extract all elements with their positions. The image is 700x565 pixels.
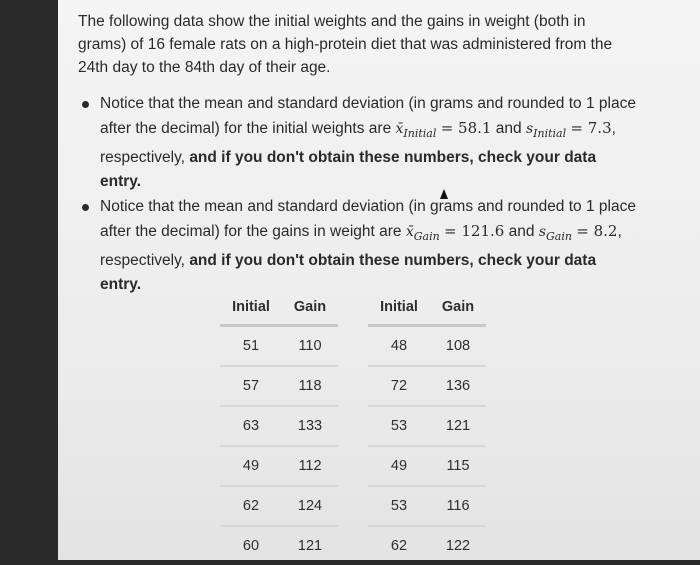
bullet-item-gain: Notice that the mean and standard deviation (in grams and rounded to 1 place after the decimal) for the gains in weight are $x̄_{Gain} = 121.6$ and $s_{Gain} = 8.2$, respectively, and if you don't obtain these numbers, check your data entry. [80,195,640,297]
bullet-lead: Notice that the mean and standard deviation (in grams and rounded to 1 place after the decimal) for the initial weights are [100,95,636,137]
cell-gain: 116 [430,486,486,526]
check-data-note: and if you don't obtain these numbers, check your data entry. [100,251,597,293]
cell-gain: 118 [282,366,338,406]
cell-initial: 57 [220,366,282,406]
bullet-lead: Notice that the mean and standard deviation (in grams and rounded to 1 place after the decimal) for the gains in weight are [100,197,636,240]
mouse-cursor-icon [440,189,448,199]
mean-gain-value: 121.6 [461,221,505,240]
table-row [368,526,486,565]
sd-initial-value: 7.3 [587,119,612,137]
table-row [220,446,338,486]
table-row [220,406,338,446]
table-row [368,486,486,526]
cell-gain: 121 [282,526,338,565]
cell-initial: 49 [368,446,430,486]
column-header-gain: Gain [441,299,475,315]
document-page [58,0,700,560]
and-word: and [495,120,522,137]
bullet-dot-icon [82,101,89,108]
table-row [220,526,338,565]
and-word: and [508,222,535,240]
sd-symbol: $s_{Initial}$ [525,121,567,140]
cell-initial: 53 [368,486,430,526]
table-row [368,446,486,486]
table-row [368,406,486,446]
table-row [220,366,338,406]
cell-gain: 108 [430,326,486,367]
respectively-text: , respectively, [100,120,616,166]
cell-gain: 121 [430,406,486,446]
column-header-initial: Initial [380,299,418,315]
sd-symbol: $s_{Gain}$ [538,223,572,243]
cell-gain: 110 [282,326,338,367]
cell-initial: 51 [220,326,282,367]
mean-initial-value: 58.1 [458,119,492,137]
cell-gain: 115 [430,446,486,486]
cell-gain: 133 [282,406,338,446]
cell-gain: 112 [282,446,338,486]
data-table-left [220,290,338,565]
bullet-item-initial: Notice that the mean and standard deviation (in grams and rounded to 1 place after the decimal) for the initial weights are $x̄_{Initial} = 58.1$ and $s_{Initial} = 7.3$, respectively, and if you don't obtain these numbers, check your data entry. [80,92,640,194]
mean-symbol: $x̄_{Initial}$ [395,121,437,140]
mean-symbol: $x̄_{Gain}$ [405,223,440,243]
bullet-list [80,92,640,297]
table-row [220,326,338,367]
cell-initial: 60 [220,526,282,565]
cell-initial: 49 [220,446,282,486]
column-header-initial: Initial [232,299,270,315]
cell-gain: 122 [430,526,486,565]
cell-gain: 124 [282,486,338,526]
bullet-dot-icon [82,204,89,211]
cell-initial: 63 [220,406,282,446]
check-data-note: and if you don't obtain these numbers, check your data entry. [100,148,597,190]
cell-initial: 62 [220,486,282,526]
cell-gain: 136 [430,366,486,406]
cell-initial: 48 [368,326,430,367]
table-row [220,486,338,526]
respectively-text: , respectively, [100,222,622,269]
sd-gain-value: 8.2 [593,221,618,240]
cell-initial: 53 [368,406,430,446]
table-row [368,366,486,406]
cell-initial: 62 [368,526,430,565]
cell-initial: 72 [368,366,430,406]
table-row [368,326,486,367]
data-table-right [368,290,486,565]
column-header-gain: Gain [293,299,327,315]
intro-paragraph: The following data show the initial weights and the gains in weight (both in grams) of 16 female rats on a high-protein diet that was administered from the 24th day to the 84th day of their age. [78,13,613,76]
